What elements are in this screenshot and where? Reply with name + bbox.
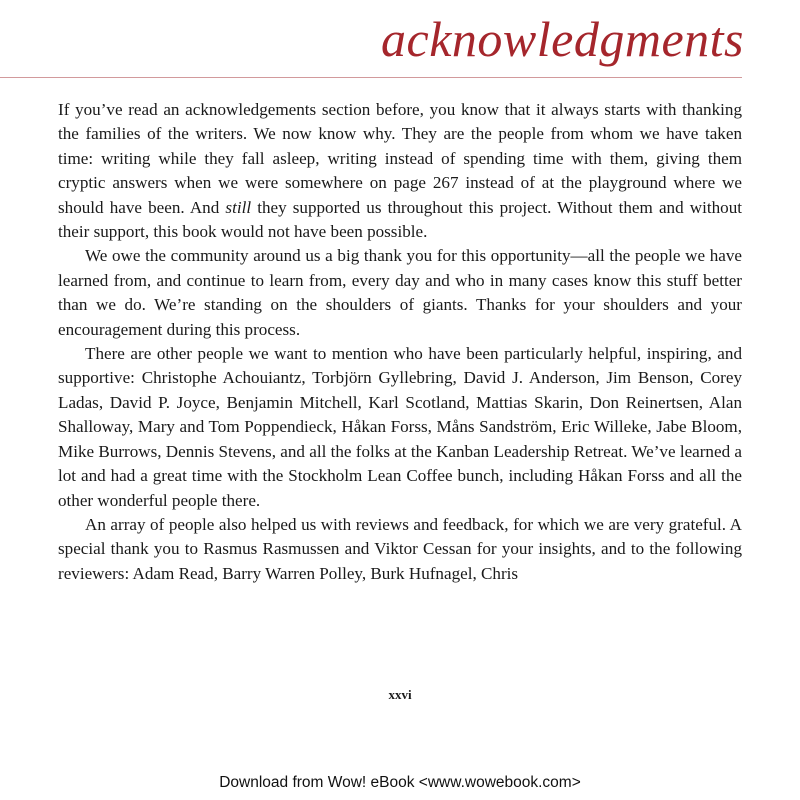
title-rule — [0, 77, 742, 78]
paragraph-families-text-2: they supported us throughout this project. Without them and without their support, this book would not have been possible. — [58, 197, 742, 242]
paragraph-families-text-1: If you’ve read an acknowledgements section before, you know that it always starts with thanking the families of the writers. We now know why. They are the people from whom we have taken time: writing while they fall asleep, writing instead of spending time with them, giving them cryptic answers when we were somewhere on page 267 instead of at the playground where we should have been. And — [58, 100, 742, 217]
download-footer: Download from Wow! eBook <www.wowebook.com> — [219, 774, 581, 791]
paragraph-families-emphasis: still — [225, 197, 252, 217]
paragraph-families — [58, 98, 742, 244]
chapter-title: acknowledgments — [381, 11, 744, 67]
paragraph-supporters: There are other people we want to mention who have been particularly helpful, inspiring, and supportive: Christophe Achouiantz, Torbjörn Gyllebring, David J. Anderson, Jim Benson, Corey Ladas, David P. Joyce, Benjamin Mitchell, Karl Scotland, Mattias Skarin, Don Reinertsen, Alan Shalloway, Mary and Tom Poppendieck, Håkan Forss, Måns Sandström, Eric Willeke, Jabe Bloom, Mike Burrows, Dennis Stevens, and all the folks at the Kanban Leadership Retreat. We’ve learned a lot and had a great time with the Stockholm Lean Coffee bunch, including Håkan Forss and all the other wonderful people there. — [58, 344, 742, 510]
paragraph-reviewers: An array of people also helped us with reviews and feedback, for which we are very grateful. A special thank you to Rasmus Rasmussen and Viktor Cessan for your insights, and to the following reviewers: Adam Read, Barry Warren Polley, Burk Hufnagel, Chris — [58, 514, 742, 583]
page-number: xxvi — [388, 687, 412, 702]
body-text — [58, 98, 742, 586]
paragraph-community: We owe the community around us a big thank you for this opportunity—all the people we have learned from, and continue to learn from, every day and who in many cases know this stuff better than we do. We’re standing on the shoulders of giants. Thanks for your shoulders and your encouragement during this process. — [58, 246, 742, 339]
